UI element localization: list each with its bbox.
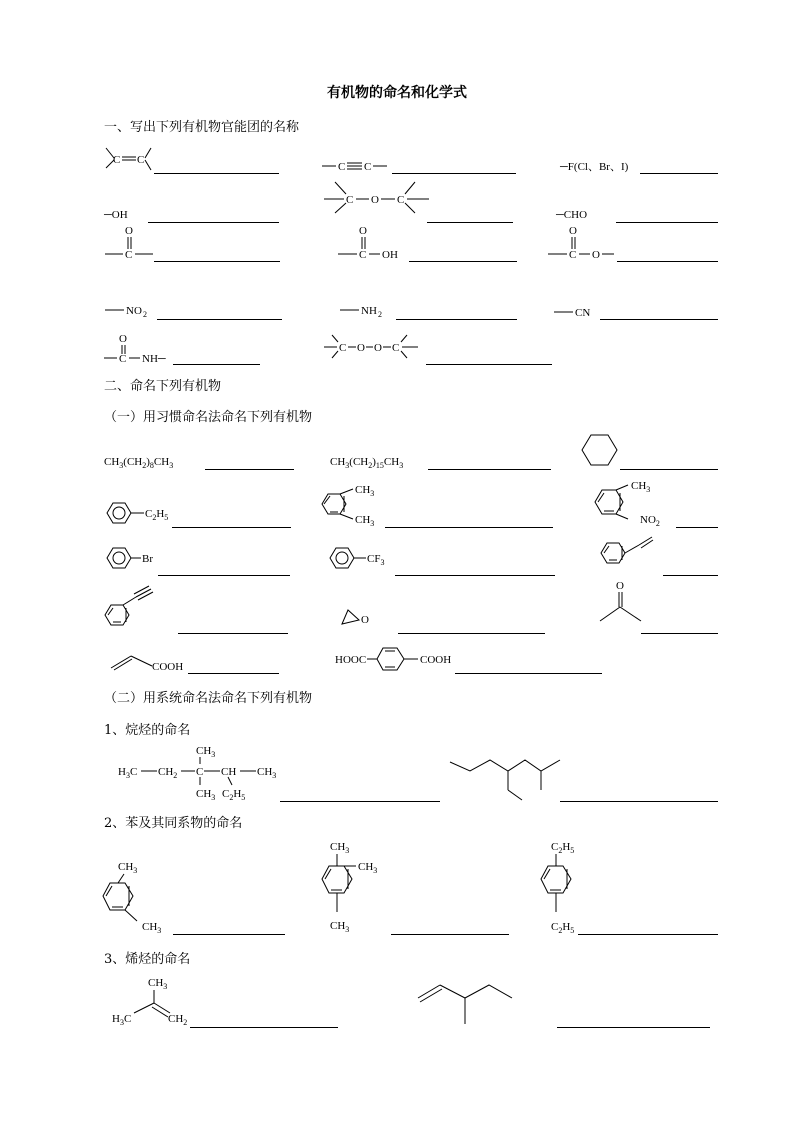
svg-text:C: C (196, 766, 204, 778)
terephthalic-acid-structure (335, 648, 451, 670)
aldehyde-label: ─CHO (556, 209, 588, 221)
atom-label: C (125, 249, 133, 261)
ethylbenzene-structure (107, 503, 168, 523)
sub2-heading: （二）用系统命名法命名下列有机物 (104, 691, 313, 706)
methylpropene-structure (112, 977, 187, 1027)
svg-text:CH2: $CH_2$ (168, 1013, 188, 1027)
alkene-heading: 3、烯烃的命名 (104, 952, 191, 967)
svg-text:CH3: $CH_3$ (257, 766, 277, 780)
svg-text:CH3: $CH_3$ (196, 788, 216, 802)
svg-text:Br: Br (142, 553, 153, 565)
svg-text:CH3: $CH_3$ (330, 920, 350, 934)
svg-text:COOH: COOH (420, 654, 452, 666)
svg-text:CH3: $CH_3$ (355, 484, 375, 498)
carbonyl-group-structure (105, 225, 153, 261)
nitro-label: NO (126, 305, 142, 317)
svg-text:CH3: $CH_3$ (631, 480, 651, 494)
styrene-structure (601, 537, 653, 563)
subscript: 2 (143, 310, 147, 319)
alkane-heading: 1、烷烃的命名 (104, 723, 191, 738)
atom-label: O (569, 225, 577, 237)
halogen-label: ─F(Cl、Br、I) (560, 161, 629, 173)
o-xylene-structure (322, 484, 374, 528)
atom-label: O (592, 249, 600, 261)
atom-label: C (339, 342, 347, 354)
cyclohexane-ring (582, 435, 617, 465)
svg-text:O: O (616, 580, 624, 592)
svg-text:CH3: $CH_3$ (196, 745, 216, 759)
ethylene-oxide-structure (342, 610, 369, 626)
bromobenzene-structure (107, 548, 153, 568)
svg-text:HOOC: HOOC (335, 654, 367, 666)
amino-group-structure (340, 305, 382, 319)
acrylic-acid-structure (111, 656, 183, 673)
atom-label: C (346, 194, 354, 206)
carboxyl-group-structure (338, 225, 398, 261)
atom-label: O (359, 225, 367, 237)
subscript: 2 (378, 310, 382, 319)
page-title: 有机物的命名和化学式 (327, 85, 467, 101)
decane-formula: $CH_3(CH_2)_8CH_3$ (104, 456, 174, 470)
amide-nh-label: NH─ (142, 353, 166, 365)
svg-text:CH3: $CH_3$ (142, 921, 162, 935)
section2-heading: 二、命名下列有机物 (104, 379, 222, 394)
svg-text:CH3: $CH_3$ (148, 977, 168, 991)
svg-text:CH3: $CH_3$ (355, 514, 375, 528)
svg-text:CH3: $CH_3$ (118, 861, 138, 875)
svg-text:H3C: $H_3C$ (118, 766, 138, 780)
cyano-label: CN (575, 307, 591, 319)
svg-text:O: O (361, 614, 369, 626)
alkene-group-structure (106, 148, 151, 170)
cyano-group-structure (554, 307, 590, 319)
section1-heading: 一、写出下列有机物官能团的名称 (104, 120, 300, 135)
atom-label: C (119, 353, 127, 365)
acetone-structure (600, 580, 641, 621)
trimethylbenzene-structure (322, 841, 377, 934)
svg-text:CH3: $CH_3$ (330, 841, 350, 855)
ether-group-structure (324, 182, 429, 213)
trifluoromethylbenzene-structure (330, 548, 384, 568)
ester-group-structure (548, 225, 614, 261)
atom-label: C (359, 249, 367, 261)
atom-label: O (125, 225, 133, 237)
hydroxyl-label: ─OH (104, 209, 128, 221)
benzene-heading: 2、苯及其同系物的命名 (104, 816, 243, 831)
diethylbenzene-structure (541, 841, 574, 935)
svg-text:C2H5: $C_2H_5$ (551, 841, 575, 855)
atom-label: O (371, 194, 379, 206)
atom-label: C (569, 249, 577, 261)
atom-label: C (364, 161, 372, 173)
peroxide-group-structure (324, 335, 418, 358)
m-xylene-structure (103, 861, 161, 935)
atom-label: C (338, 161, 346, 173)
atom-label: O (119, 333, 127, 345)
amino-label: NH (361, 305, 377, 317)
svg-text:CH3: $CH_3$ (358, 861, 378, 875)
phenylacetylene-structure (105, 586, 153, 625)
amide-group-structure (104, 333, 166, 365)
carboxyl-oh-label: OH (382, 249, 398, 261)
svg-text:CH2: $CH_2$ (158, 766, 178, 780)
svg-text:C2H5: $C_2H_5$ (551, 921, 575, 935)
atom-label: O (357, 342, 365, 354)
svg-text:NO2: $NO_2$ (640, 514, 660, 528)
heptadecane-formula: $CH_3(CH_2)_{15}CH_3$ (330, 456, 404, 470)
alkyne-group-structure (322, 161, 387, 173)
atom-label: C (137, 154, 145, 166)
o-nitrotoluene-structure (595, 480, 660, 528)
atom-label: C (113, 154, 121, 166)
alkane-skeletal-structure (450, 760, 560, 771)
svg-text:COOH: COOH (152, 661, 184, 673)
svg-text:H3C: $H_3C$ (112, 1013, 132, 1027)
alkane-skeletal-branch (508, 790, 522, 800)
atom-label: C (397, 194, 405, 206)
nitro-group-structure (105, 305, 147, 319)
atom-label: O (374, 342, 382, 354)
svg-text:C2H5: $C_2H_5$ (222, 788, 246, 802)
alkene-skeletal-structure (418, 985, 512, 1024)
svg-text:C2H5: $C_2H_5$ (145, 508, 169, 522)
atom-label: C (392, 342, 400, 354)
svg-text:CF3: $CF_3$ (367, 553, 385, 567)
alkane-condensed-structure (118, 745, 276, 802)
sub1-heading: （一）用习惯命名法命名下列有机物 (104, 410, 313, 425)
svg-text:CH: CH (221, 766, 237, 778)
